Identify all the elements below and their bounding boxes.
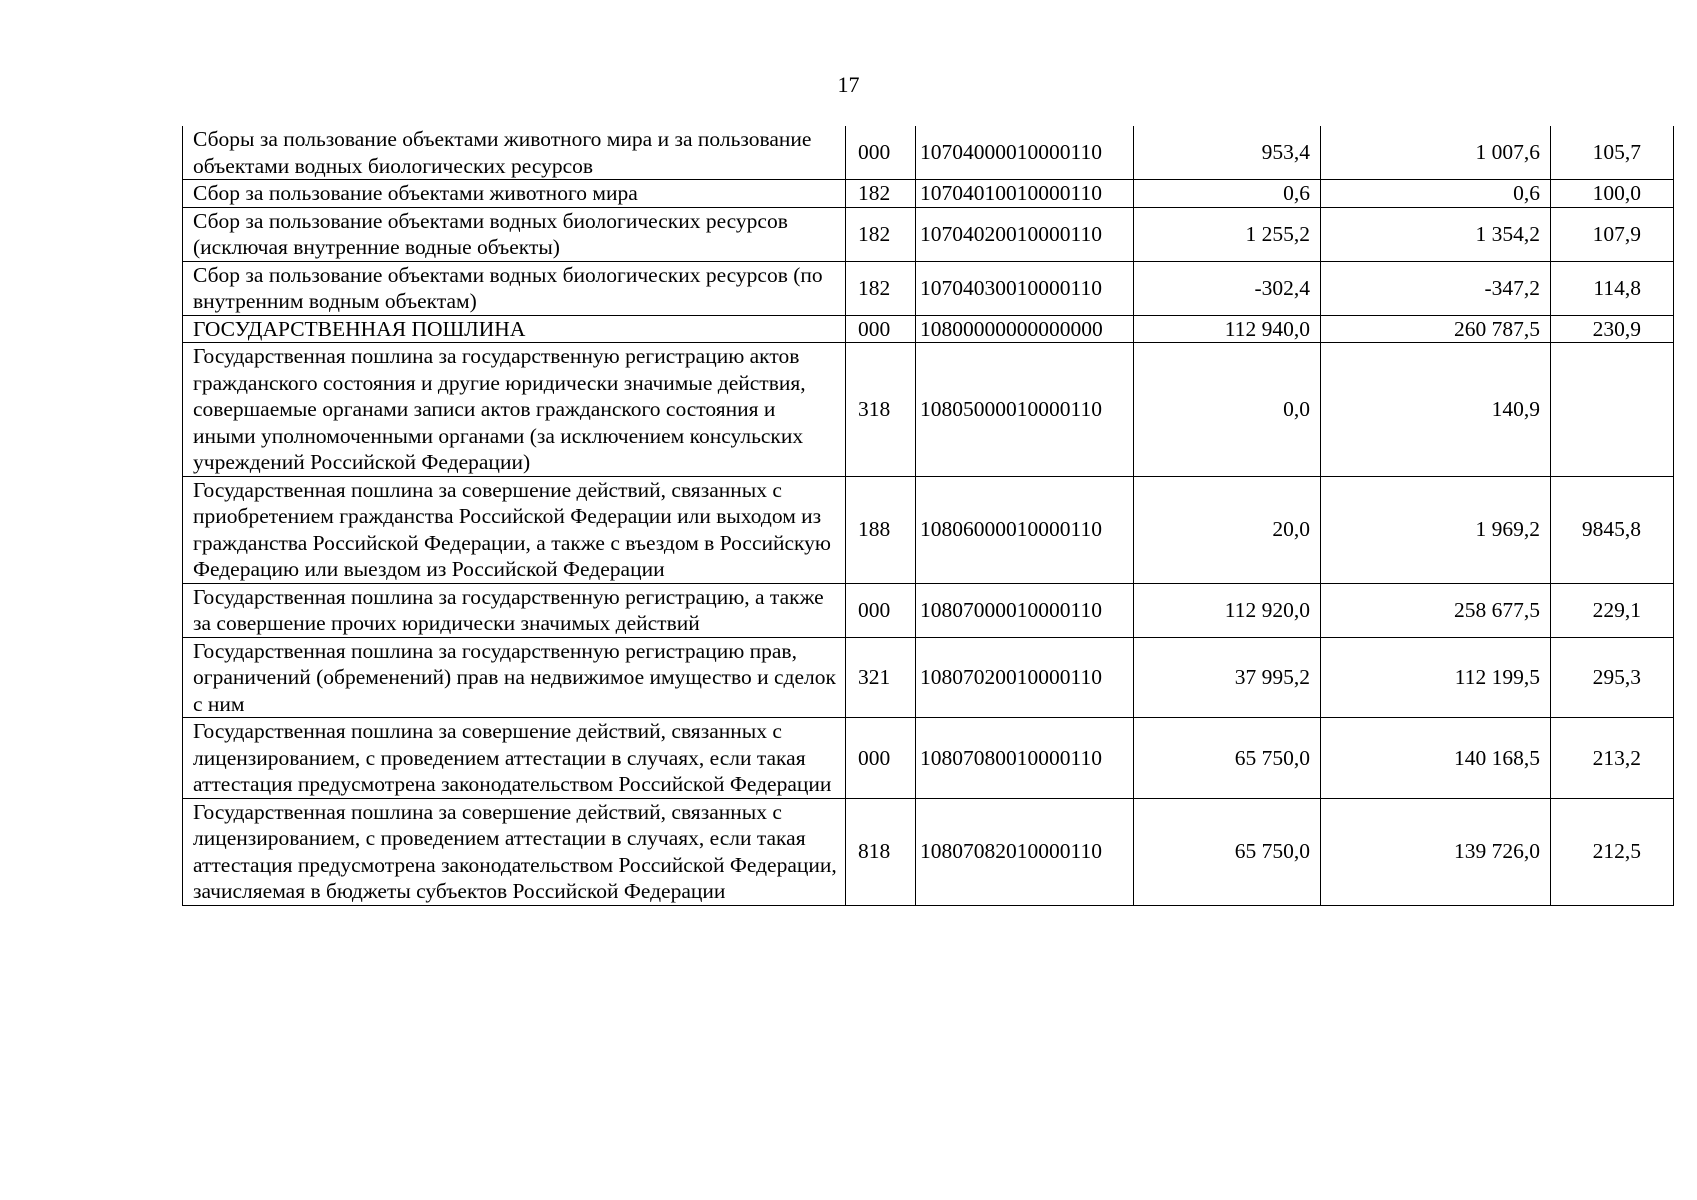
administrator-code-cell: 000 bbox=[846, 126, 916, 180]
actual-amount-cell: 258 677,5 bbox=[1321, 583, 1551, 637]
actual-amount-cell: 1 007,6 bbox=[1321, 126, 1551, 180]
administrator-code-cell: 000 bbox=[846, 315, 916, 343]
classification-code-cell: 10800000000000000 bbox=[916, 315, 1134, 343]
classification-code-cell: 10704020010000110 bbox=[916, 207, 1134, 261]
administrator-code-cell: 318 bbox=[846, 343, 916, 477]
table-row bbox=[183, 476, 1674, 583]
plan-amount-cell: 20,0 bbox=[1134, 476, 1321, 583]
table-row bbox=[183, 207, 1674, 261]
execution-percent-cell: 213,2 bbox=[1551, 718, 1674, 799]
administrator-code-cell: 321 bbox=[846, 637, 916, 718]
revenue-name-cell: Сбор за пользование объектами водных биологических ресурсов (исключая внутренние водные объекты) bbox=[183, 207, 846, 261]
table-row bbox=[183, 180, 1674, 208]
revenue-name-cell: Сбор за пользование объектами животного мира bbox=[183, 180, 846, 208]
table-row bbox=[183, 126, 1674, 180]
execution-percent-cell: 9845,8 bbox=[1551, 476, 1674, 583]
revenue-name-cell: Государственная пошлина за совершение действий, связанных с лицензированием, с проведением аттестации в случаях, если такая аттестация предусмотрена законодательством Российской Федерации bbox=[183, 718, 846, 799]
plan-amount-cell: 1 255,2 bbox=[1134, 207, 1321, 261]
actual-amount-cell: 260 787,5 bbox=[1321, 315, 1551, 343]
administrator-code-cell: 000 bbox=[846, 583, 916, 637]
plan-amount-cell: -302,4 bbox=[1134, 261, 1321, 315]
page-number: 17 bbox=[837, 72, 860, 97]
actual-amount-cell: 112 199,5 bbox=[1321, 637, 1551, 718]
revenue-name-cell: Сбор за пользование объектами водных биологических ресурсов (по внутренним водным объектам) bbox=[183, 261, 846, 315]
classification-code-cell: 10807000010000110 bbox=[916, 583, 1134, 637]
plan-amount-cell: 0,0 bbox=[1134, 343, 1321, 477]
actual-amount-cell: 139 726,0 bbox=[1321, 798, 1551, 905]
administrator-code-cell: 182 bbox=[846, 180, 916, 208]
actual-amount-cell: 0,6 bbox=[1321, 180, 1551, 208]
plan-amount-cell: 953,4 bbox=[1134, 126, 1321, 180]
classification-code-cell: 10807080010000110 bbox=[916, 718, 1134, 799]
execution-percent-cell: 114,8 bbox=[1551, 261, 1674, 315]
execution-percent-cell: 100,0 bbox=[1551, 180, 1674, 208]
actual-amount-cell: 140,9 bbox=[1321, 343, 1551, 477]
classification-code-cell: 10704010010000110 bbox=[916, 180, 1134, 208]
administrator-code-cell: 182 bbox=[846, 207, 916, 261]
administrator-code-cell: 818 bbox=[846, 798, 916, 905]
administrator-code-cell: 000 bbox=[846, 718, 916, 799]
execution-percent-cell: 107,9 bbox=[1551, 207, 1674, 261]
table-row bbox=[183, 637, 1674, 718]
table-row bbox=[183, 798, 1674, 905]
classification-code-cell: 10704000010000110 bbox=[916, 126, 1134, 180]
classification-code-cell: 10704030010000110 bbox=[916, 261, 1134, 315]
execution-percent-cell: 295,3 bbox=[1551, 637, 1674, 718]
table-body bbox=[183, 126, 1674, 905]
table-row bbox=[183, 315, 1674, 343]
classification-code-cell: 10806000010000110 bbox=[916, 476, 1134, 583]
revenue-name-cell: Сборы за пользование объектами животного мира и за пользование объектами водных биологических ресурсов bbox=[183, 126, 846, 180]
table-row bbox=[183, 718, 1674, 799]
revenue-name-cell: ГОСУДАРСТВЕННАЯ ПОШЛИНА bbox=[183, 315, 846, 343]
administrator-code-cell: 182 bbox=[846, 261, 916, 315]
revenue-name-cell: Государственная пошлина за государственную регистрацию, а также за совершение прочих юридически значимых действий bbox=[183, 583, 846, 637]
revenue-name-cell: Государственная пошлина за государственную регистрацию прав, ограничений (обременений) прав на недвижимое имущество и сделок с ним bbox=[183, 637, 846, 718]
revenue-name-cell: Государственная пошлина за совершение действий, связанных с лицензированием, с проведением аттестации в случаях, если такая аттестация предусмотрена законодательством Российской Федерации, зачисляемая в бюджеты субъектов Российской Федерации bbox=[183, 798, 846, 905]
classification-code-cell: 10807020010000110 bbox=[916, 637, 1134, 718]
execution-percent-cell: 212,5 bbox=[1551, 798, 1674, 905]
plan-amount-cell: 65 750,0 bbox=[1134, 798, 1321, 905]
execution-percent-cell: 230,9 bbox=[1551, 315, 1674, 343]
plan-amount-cell: 37 995,2 bbox=[1134, 637, 1321, 718]
classification-code-cell: 10805000010000110 bbox=[916, 343, 1134, 477]
actual-amount-cell: 1 969,2 bbox=[1321, 476, 1551, 583]
actual-amount-cell: 1 354,2 bbox=[1321, 207, 1551, 261]
budget-revenue-table bbox=[182, 126, 1674, 906]
revenue-name-cell: Государственная пошлина за государственную регистрацию актов гражданского состояния и другие юридически значимые действия, совершаемые органами записи актов гражданского состояния и иными уполномоченными органами (за исключением консульских учреждений Российской Федерации) bbox=[183, 343, 846, 477]
revenue-name-cell: Государственная пошлина за совершение действий, связанных с приобретением гражданства Российской Федерации или выходом из гражданства Российской Федерации, а также с въездом в Российскую Федерацию или выездом из Российской Федерации bbox=[183, 476, 846, 583]
table-row bbox=[183, 343, 1674, 477]
actual-amount-cell: -347,2 bbox=[1321, 261, 1551, 315]
table-row bbox=[183, 583, 1674, 637]
plan-amount-cell: 65 750,0 bbox=[1134, 718, 1321, 799]
classification-code-cell: 10807082010000110 bbox=[916, 798, 1134, 905]
execution-percent-cell bbox=[1551, 343, 1674, 477]
actual-amount-cell: 140 168,5 bbox=[1321, 718, 1551, 799]
table-row bbox=[183, 261, 1674, 315]
plan-amount-cell: 112 920,0 bbox=[1134, 583, 1321, 637]
execution-percent-cell: 105,7 bbox=[1551, 126, 1674, 180]
plan-amount-cell: 112 940,0 bbox=[1134, 315, 1321, 343]
execution-percent-cell: 229,1 bbox=[1551, 583, 1674, 637]
plan-amount-cell: 0,6 bbox=[1134, 180, 1321, 208]
administrator-code-cell: 188 bbox=[846, 476, 916, 583]
